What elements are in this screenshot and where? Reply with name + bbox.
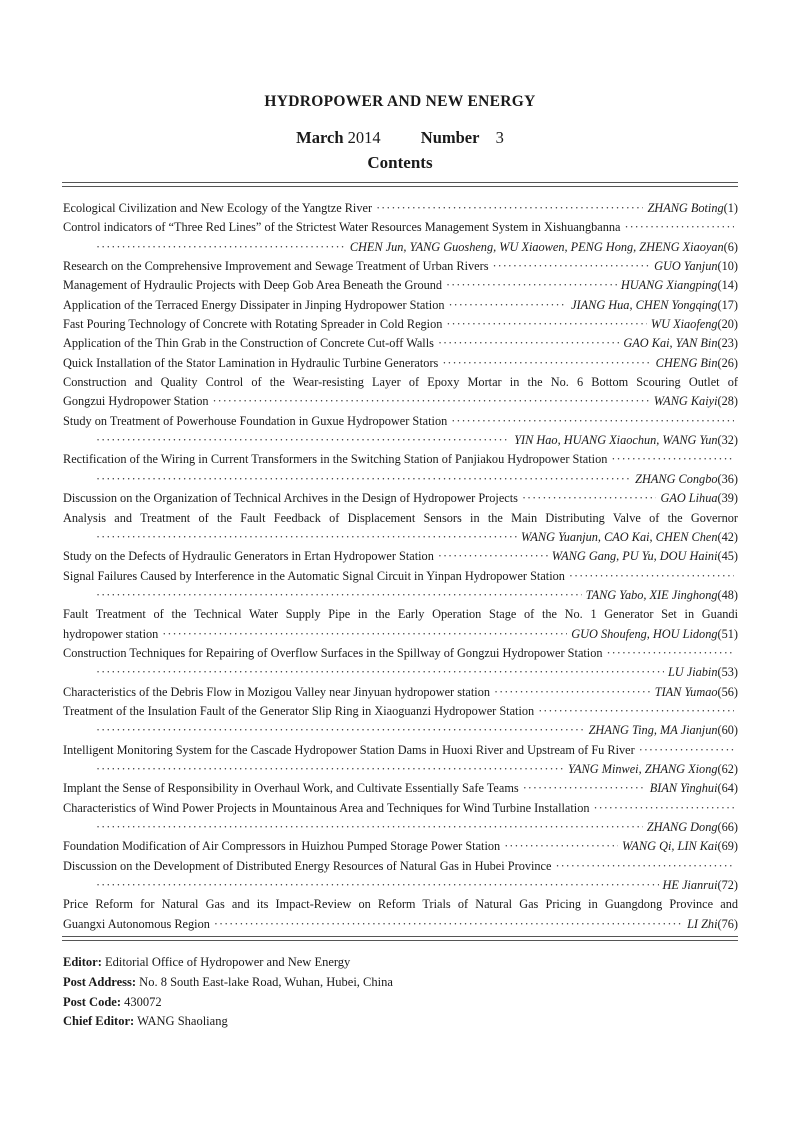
- article-authors: BIAN Yinghui: [649, 781, 718, 796]
- dot-leader: [214, 915, 683, 934]
- issue-number: 3: [495, 128, 504, 147]
- editorial-info: [63, 953, 393, 1032]
- editor-value: Editorial Office of Hydropower and New Energy: [105, 955, 351, 969]
- address-line: [63, 973, 393, 993]
- toc-line: [63, 528, 738, 547]
- dot-leader: [611, 450, 734, 469]
- article-title: Guangxi Autonomous Region: [63, 916, 210, 931]
- article-title: Foundation Modification of Air Compressors in Huizhou Pumped Storage Power Station: [63, 839, 501, 854]
- toc-line: [63, 276, 738, 295]
- article-title: Control indicators of “Three Red Lines” of the Strictest Water Resources Management System in Xishuangbanna: [63, 220, 621, 235]
- toc-line: [63, 702, 738, 721]
- dot-leader: [493, 257, 651, 276]
- dot-leader: [607, 644, 734, 663]
- article-title: hydropower station: [63, 626, 159, 641]
- chief-editor-line: [63, 1012, 393, 1032]
- article-title: Treatment of the Insulation Fault of the Generator Slip Ring in Xiaoguanzi Hydropower Station: [63, 703, 535, 718]
- toc-line: [63, 818, 738, 837]
- article-page: (45): [717, 549, 738, 564]
- chief-editor-value: WANG Shaoliang: [137, 1014, 228, 1029]
- toc-line: [63, 741, 738, 760]
- article-page: (56): [717, 684, 738, 699]
- dot-leader: [213, 392, 650, 411]
- article-title: Application of the Thin Grab in the Construction of Concrete Cut-off Walls: [63, 336, 434, 351]
- toc-line: [63, 470, 738, 489]
- chief-editor-label: Chief Editor:: [63, 1014, 135, 1029]
- article-title: Discussion on the Development of Distributed Energy Resources of Natural Gas in Hubei Province: [63, 858, 552, 873]
- article-page: (23): [717, 336, 738, 351]
- dot-leader: [96, 760, 564, 779]
- article-title: Application of the Terraced Energy Dissipater in Jinping Hydropower Station: [63, 297, 445, 312]
- dot-leader: [96, 818, 643, 837]
- dot-leader: [376, 199, 643, 218]
- dot-leader: [438, 334, 619, 353]
- dot-leader: [96, 470, 631, 489]
- postcode-value: 430072: [124, 994, 162, 1009]
- article-page: (28): [717, 394, 738, 409]
- article-authors: WANG Kaiyi: [653, 394, 718, 409]
- article-authors: HUANG Xiangping: [620, 278, 718, 293]
- article-authors: ZHANG Boting: [647, 201, 724, 215]
- article-authors: LU Jiabin: [667, 665, 718, 680]
- toc-line: [63, 431, 738, 450]
- article-authors: ZHANG Ting, MA Jianjun: [588, 723, 718, 738]
- article-authors: GUO Shoufeng, HOU Lidong: [571, 626, 718, 641]
- toc-line: [63, 625, 738, 644]
- toc-line: [63, 238, 738, 257]
- article-page: (14): [717, 278, 738, 293]
- toc-line: [63, 644, 738, 663]
- article-title: Study on the Defects of Hydraulic Generators in Ertan Hydropower Station: [63, 549, 434, 564]
- toc-line: [63, 392, 738, 411]
- dot-leader: [446, 315, 647, 334]
- article-title: Fast Pouring Technology of Concrete with Rotating Spreader in Cold Region: [63, 317, 443, 332]
- top-rule-inner: [62, 186, 738, 187]
- dot-leader: [96, 663, 664, 682]
- toc-line: [63, 857, 738, 876]
- dot-leader: [494, 683, 651, 702]
- table-of-contents: [63, 199, 738, 934]
- issue-month: March: [296, 128, 344, 147]
- dot-leader: [442, 354, 651, 373]
- postcode-line: [63, 993, 393, 1013]
- article-authors: WANG Gang, PU Yu, DOU Haini: [551, 549, 718, 564]
- article-page: (10): [717, 259, 738, 274]
- toc-line: [63, 567, 738, 586]
- toc-line: [63, 315, 738, 334]
- article-authors: CHEN Jun, YANG Guosheng, WU Xiaowen, PENG Hong, ZHENG Xiaoyan: [349, 239, 724, 254]
- article-title: Quick Installation of the Stator Lamination in Hydraulic Turbine Generators: [63, 355, 439, 370]
- article-authors: GUO Yanjun: [654, 259, 718, 274]
- dot-leader: [449, 296, 568, 315]
- article-title: Fault Treatment of the Technical Water Supply Pipe in the Early Operation Stage of the No. 1 Generator Set in Guandi: [63, 607, 738, 622]
- dot-leader: [639, 741, 734, 760]
- article-page: (1): [723, 201, 738, 215]
- dot-leader: [438, 547, 548, 566]
- article-page: (26): [717, 355, 738, 370]
- journal-title: HYDROPOWER AND NEW ENERGY: [264, 93, 536, 110]
- article-page: (62): [717, 761, 738, 776]
- address-value: No. 8 South East-lake Road, Wuhan, Hubei, China: [139, 974, 393, 989]
- dot-leader: [446, 276, 617, 295]
- article-authors: WANG Qi, LIN Kai: [622, 839, 718, 854]
- dot-leader: [96, 431, 510, 450]
- article-title: Rectification of the Wiring in Current Transformers in the Switching Station of Panjiakou Hydropower Station: [63, 452, 608, 467]
- issue-year: 2014: [347, 128, 381, 147]
- toc-line: [63, 721, 738, 740]
- toc-line: [63, 799, 738, 818]
- toc-line: [63, 586, 738, 605]
- toc-line: [63, 915, 738, 934]
- toc-line: [63, 373, 738, 392]
- article-authors: ZHANG Congbo: [635, 471, 718, 486]
- article-title: Construction Techniques for Repairing of Overflow Surfaces in the Spillway of Gongzui Hydropower Station: [63, 645, 603, 660]
- article-authors: CHENG Bin: [655, 355, 718, 370]
- article-title: Characteristics of Wind Power Projects in Mountainous Area and Techniques for Wind Turbine Installation: [63, 800, 590, 815]
- article-page: (48): [717, 587, 738, 602]
- article-page: (20): [717, 317, 738, 332]
- toc-line: [63, 663, 738, 682]
- dot-leader: [451, 412, 734, 431]
- editor-line: [63, 953, 393, 973]
- article-page: (53): [717, 665, 738, 680]
- editor-label: Editor:: [63, 955, 102, 969]
- dot-leader: [569, 567, 734, 586]
- dot-leader: [624, 218, 734, 237]
- toc-line: [63, 876, 738, 895]
- toc-line: [63, 779, 738, 798]
- article-page: (42): [717, 529, 738, 544]
- article-authors: GAO Lihua: [660, 491, 718, 506]
- article-title: Gongzui Hydropower Station: [63, 394, 209, 409]
- article-page: (64): [717, 781, 738, 796]
- article-page: (6): [723, 239, 738, 254]
- article-title: Construction and Quality Control of the Wear-resisting Layer of Epoxy Mortar in the No. 6 Bottom Scouring Outlet of: [63, 375, 738, 390]
- dot-leader: [96, 876, 659, 895]
- issue-line: [0, 128, 800, 148]
- toc-line: [63, 837, 738, 856]
- dot-leader: [96, 721, 585, 740]
- article-title: Characteristics of the Debris Flow in Mozigou Valley near Jinyuan hydropower station: [63, 684, 490, 699]
- article-authors: YANG Minwei, ZHANG Xiong: [568, 761, 718, 776]
- article-authors: TIAN Yumao: [654, 684, 718, 699]
- article-page: (51): [717, 626, 738, 641]
- article-page: (60): [717, 723, 738, 738]
- toc-line: [63, 354, 738, 373]
- article-authors: ZHANG Dong: [646, 820, 718, 834]
- article-authors: TANG Yabo, XIE Jinghong: [585, 587, 718, 602]
- dot-leader: [162, 625, 567, 644]
- article-authors: JIANG Hua, CHEN Yongqing: [571, 297, 718, 312]
- article-page: (66): [717, 820, 738, 834]
- article-title: Study on Treatment of Powerhouse Foundation in Guxue Hydropower Station: [63, 413, 448, 428]
- toc-line: [63, 547, 738, 566]
- article-title: Discussion on the Organization of Technical Archives in the Design of Hydropower Projects: [63, 491, 518, 506]
- dot-leader: [522, 489, 657, 508]
- dot-leader: [538, 702, 734, 721]
- toc-line: [63, 450, 738, 469]
- toc-line: [63, 683, 738, 702]
- article-title: Analysis and Treatment of the Fault Feedback of Displacement Sensors in the Main Distributing Valve of the Governor: [63, 510, 738, 525]
- article-title: Intelligent Monitoring System for the Cascade Hydropower Station Dams in Huoxi River and Upstream of Fu River: [63, 742, 635, 757]
- article-page: (76): [717, 916, 738, 931]
- contents-heading: Contents: [367, 153, 433, 172]
- top-rule: [62, 182, 738, 183]
- dot-leader: [523, 779, 646, 798]
- article-authors: YIN Hao, HUANG Xiaochun, WANG Yun: [514, 433, 718, 448]
- dot-leader: [594, 799, 735, 818]
- toc-line: [63, 412, 738, 431]
- article-page: (17): [717, 297, 738, 312]
- article-title: Price Reform for Natural Gas and its Impact-Review on Reform Trials of Natural Gas Pricing in Guangdong Province and: [63, 897, 738, 912]
- article-title: Signal Failures Caused by Interference in the Automatic Signal Circuit in Yinpan Hydropower Station: [63, 568, 565, 583]
- toc-line: [63, 605, 738, 624]
- toc-line: [63, 334, 738, 353]
- issue-number-label: Number: [420, 128, 480, 147]
- address-label: Post Address:: [63, 974, 137, 989]
- article-page: (36): [717, 471, 738, 486]
- toc-line: [63, 218, 738, 237]
- toc-line: [63, 199, 738, 218]
- toc-line: [63, 509, 738, 528]
- toc-line: [63, 257, 738, 276]
- dot-leader: [504, 837, 618, 856]
- article-page: (72): [717, 878, 738, 893]
- article-title: Ecological Civilization and New Ecology of the Yangtze River: [63, 201, 373, 215]
- bottom-rule-inner: [62, 940, 738, 941]
- article-authors: WANG Yuanjun, CAO Kai, CHEN Chen: [521, 529, 718, 544]
- dot-leader: [555, 857, 734, 876]
- article-authors: LI Zhi: [687, 916, 718, 931]
- toc-line: [63, 489, 738, 508]
- dot-leader: [96, 238, 346, 257]
- dot-leader: [96, 586, 582, 605]
- article-page: (32): [717, 433, 738, 448]
- bottom-rule: [62, 936, 738, 937]
- article-authors: WU Xiaofeng: [650, 317, 718, 332]
- toc-line: [63, 895, 738, 914]
- toc-line: [63, 760, 738, 779]
- postcode-label: Post Code:: [63, 994, 121, 1009]
- article-title: Implant the Sense of Responsibility in Overhaul Work, and Cultivate Essentially Safe Teams: [63, 781, 519, 796]
- dot-leader: [96, 528, 517, 547]
- article-page: (39): [717, 491, 738, 506]
- article-title: Research on the Comprehensive Improvement and Sewage Treatment of Urban Rivers: [63, 259, 489, 274]
- article-title: Management of Hydraulic Projects with Deep Gob Area Beneath the Ground: [63, 278, 443, 293]
- article-authors: GAO Kai, YAN Bin: [623, 336, 718, 351]
- article-page: (69): [717, 839, 738, 854]
- toc-line: [63, 296, 738, 315]
- article-authors: HE Jianrui: [662, 878, 718, 893]
